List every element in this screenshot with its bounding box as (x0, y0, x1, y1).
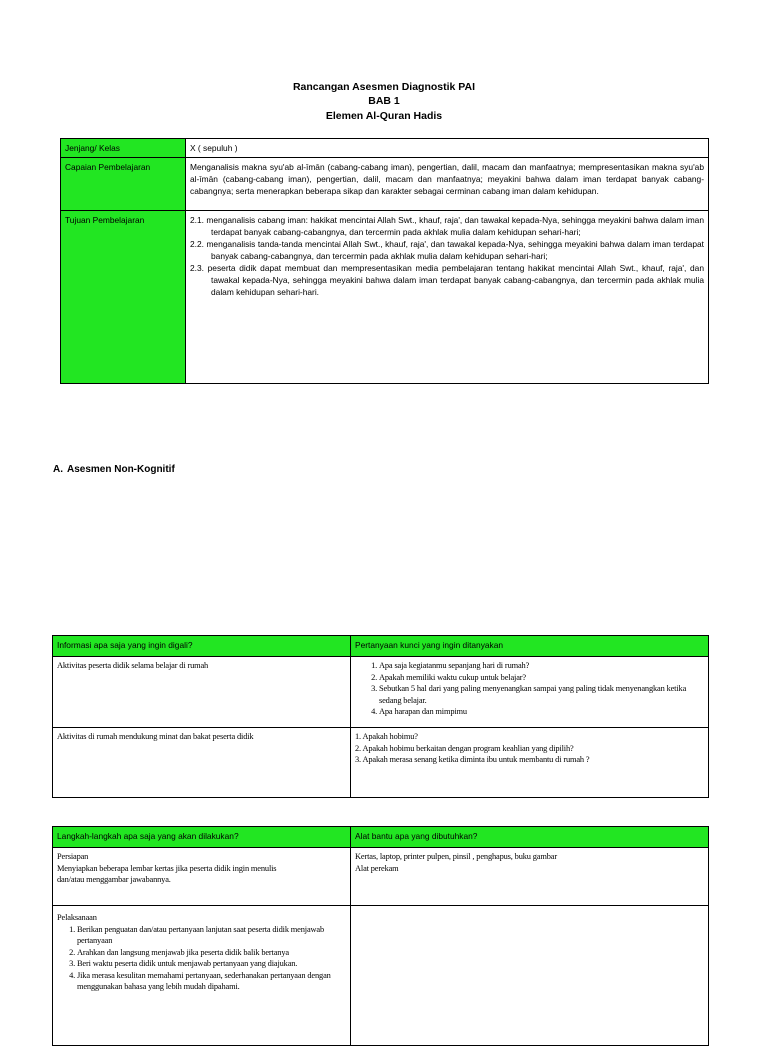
tujuan-item: 2.1. menganalisis cabang iman: hakikat mencintai Allah Swt., khauf, raja', dan tawakal kepada-Nya, sehingga meyakini bahwa dalam iman terdapat banyak cabang-cabangnya, dan tercermin pada akhlak mulia dalam kehidupan sehari-hari; (190, 215, 704, 237)
doc-chapter: BAB 1 (368, 95, 400, 107)
question-list (355, 660, 704, 718)
tujuan-item: 2.3. peserta didik dapat membuat dan mempresentasikan media pembelajaran tentang hakikat mencintai Allah Swt., khauf, raja', dan tawakal kepada-Nya, sehingga meyakini bahwa dalam iman terdapat banyak cabang-cabangnya, dan tercermin pada akhlak mulia dalam kehidupan sehari-hari. (190, 263, 704, 297)
label-tujuan-pembelajaran: Tujuan Pembelajaran (61, 211, 186, 384)
tools-cell (351, 848, 709, 906)
question-item: 2. Apakah hobimu berkaitan dengan program keahlian yang dipilih? (355, 743, 574, 753)
doc-title: Rancangan Asesmen Diagnostik PAI (292, 81, 476, 93)
question-item: 1. Apa saja kegiatanmu sepanjang hari di rumah? (379, 660, 704, 672)
info-cell: Aktivitas peserta didik selama belajar di rumah (53, 657, 351, 728)
question-item: 3. Sebutkan 5 hal dari yang paling menyenangkan sampai yang paling tidak menyenangkan ketika sedang belajar. (379, 683, 704, 706)
doc-element: Elemen Al-Quran Hadis (325, 110, 443, 122)
question-item: 4. Apa harapan dan mimpimu (379, 706, 704, 718)
section-a-letter: A. (53, 464, 63, 475)
header-langkah: Langkah-langkah apa saja yang akan dilakukan? (53, 827, 351, 848)
step-item: 4. Jika merasa kesulitan memahami pertanyaan, sederhanakan pertanyaan dengan menggunakan bahasa yang lebih mudah dipahami. (77, 970, 339, 993)
info-table (60, 138, 709, 384)
tujuan-list (190, 214, 704, 298)
value-jenjang-kelas: X ( sepuluh ) (186, 139, 709, 158)
questions-cell (351, 728, 709, 798)
step-item: 3. Beri waktu peserta didik untuk menjawab pertanyaan yang diajukan. (77, 958, 339, 970)
tools-line: Kertas, laptop, printer pulpen, pinsil , penghapus, buku gambar (355, 852, 557, 861)
question-item: 3. Apakah merasa senang ketika diminta ibu untuk membantu di rumah ? (355, 755, 590, 764)
label-capaian-pembelajaran: Capaian Pembelajaran (61, 158, 186, 211)
pelaksanaan-tools-cell (351, 906, 709, 1046)
persiapan-title: Persiapan (57, 852, 89, 861)
tools-line: Alat perekam (355, 863, 399, 873)
non-cognitive-table (52, 635, 709, 798)
tujuan-item: 2.2. menganalisis tanda-tanda mencintai Allah Swt., khauf, raja', dan tawakal kepada-Nya, sehingga meyakini bahwa dalam iman terdapat banyak cabang-cabangnya, dan tercermin pada akhlak mulia dalam kehidupan sehari-hari; (190, 239, 704, 261)
header-pertanyaan: Pertanyaan kunci yang ingin ditanyakan (351, 636, 709, 657)
value-capaian-pembelajaran: Menganalisis makna syu'ab al-īmān (cabang-cabang iman), pengertian, dalil, macam dan manfaatnya; mempresentasikan makna syu'ab al-īmān (cabang-cabang iman), pengertian, dalil, macam dan manfaatnya; meyakini bahwa dalam iman terdapat banyak cabang-cabangnya; serta menerapkan beberapa sikap dan karakter sebagai cerminan cabang iman dalam kehidupan. (186, 158, 709, 211)
header-alat-bantu: Alat bantu apa yang dibutuhkan? (351, 827, 709, 848)
question-item: 1. Apakah hobimu? (355, 732, 418, 741)
info-cell: Aktivitas di rumah mendukung minat dan bakat peserta didik (53, 728, 351, 798)
persiapan-cell (53, 848, 351, 906)
persiapan-text: Menyiapkan beberapa lembar kertas jika peserta didik ingin menulis dan/atau menggambar jawabannya. (57, 863, 277, 884)
section-a-heading (53, 464, 175, 475)
pelaksanaan-steps (57, 924, 339, 993)
pelaksanaan-cell (53, 906, 351, 1046)
step-item: 2. Arahkan dan langsung menjawab jika peserta didik balik bertanya (77, 947, 339, 959)
questions-cell (351, 657, 709, 728)
question-item: 2. Apakah memiliki waktu cukup untuk belajar? (379, 672, 704, 684)
step-item: 1. Berikan penguatan dan/atau pertanyaan lanjutan saat peserta didik menjawab pertanyaan (77, 924, 339, 947)
header-informasi: Informasi apa saja yang ingin digali? (53, 636, 351, 657)
value-tujuan-pembelajaran (186, 211, 709, 384)
steps-table (52, 826, 709, 1046)
pelaksanaan-title: Pelaksanaan (57, 913, 97, 922)
label-jenjang-kelas: Jenjang/ Kelas (61, 139, 186, 158)
section-a-title: Asesmen Non-Kognitif (67, 464, 175, 475)
